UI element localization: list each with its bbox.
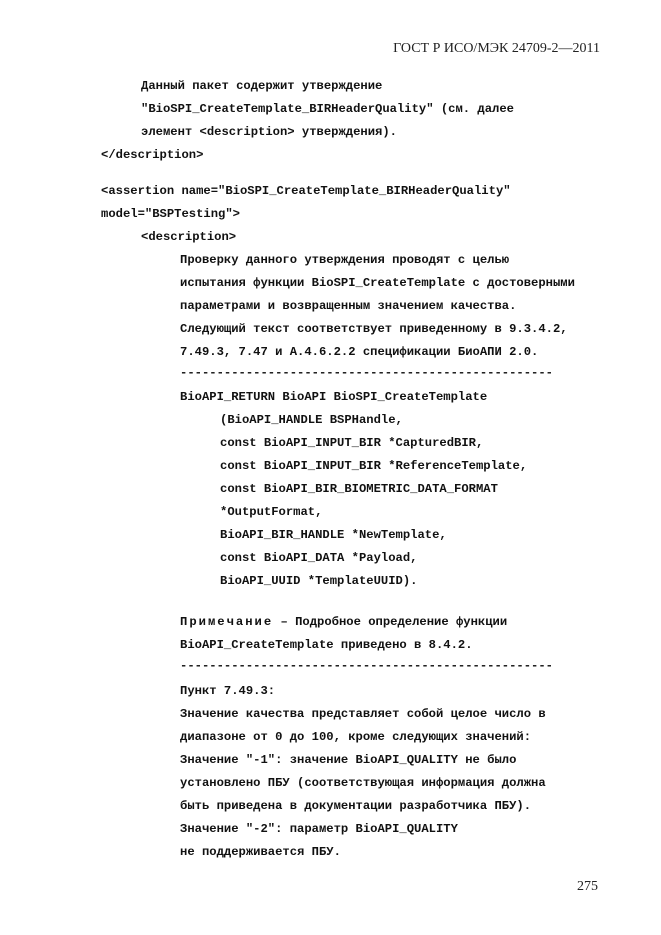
code-line: BioAPI_BIR_HANDLE *NewTemplate, <box>220 528 447 542</box>
text-line: BioAPI_CreateTemplate приведено в 8.4.2. <box>180 638 473 652</box>
text-line: </description> <box>101 148 204 162</box>
text-line: <assertion name="BioSPI_CreateTemplate_BIRHeaderQuality" <box>101 184 511 198</box>
text-line: Значение "-2": параметр BioAPI_QUALITY <box>180 822 458 836</box>
text-line: установлено ПБУ (соответствующая информация должна <box>180 776 546 790</box>
code-line: BioAPI_UUID *TemplateUUID). <box>220 574 418 588</box>
separator-line: --------------------------------------------------- <box>180 659 553 673</box>
text-line: не поддерживается ПБУ. <box>180 845 341 859</box>
code-line: const BioAPI_BIR_BIOMETRIC_DATA_FORMAT <box>220 482 498 496</box>
text-line: Значение "-1": значение BioAPI_QUALITY не было <box>180 753 517 767</box>
text-line: Следующий текст соответствует приведенному в 9.3.4.2, <box>180 322 568 336</box>
separator-line: --------------------------------------------------- <box>180 366 553 380</box>
text-line: "BioSPI_CreateTemplate_BIRHeaderQuality" (см. далее <box>141 102 514 116</box>
code-line: const BioAPI_INPUT_BIR *ReferenceTemplate, <box>220 459 528 473</box>
text-line: диапазоне от 0 до 100, кроме следующих значений: <box>180 730 532 744</box>
note-label: Примечание <box>180 615 274 629</box>
text-line: элемент <description> утверждения). <box>141 125 397 139</box>
text-line: быть приведена в документации разработчика ПБУ). <box>180 799 532 813</box>
text-line: Данный пакет содержит утверждение <box>141 79 383 93</box>
code-line: (BioAPI_HANDLE BSPHandle, <box>220 413 403 427</box>
note-text: – Подробное определение функции <box>273 615 508 629</box>
text-line: <description> <box>141 230 237 244</box>
text-line: испытания функции BioSPI_CreateTemplate с достоверными <box>180 276 575 290</box>
text-line: model="BSPTesting"> <box>101 207 240 221</box>
code-line: const BioAPI_INPUT_BIR *CapturedBIR, <box>220 436 484 450</box>
code-line: *OutputFormat, <box>220 505 323 519</box>
text-line: 7.49.3, 7.47 и А.4.6.2.2 спецификации БиоАПИ 2.0. <box>180 345 539 359</box>
text-line: Значение качества представляет собой целое число в <box>180 707 546 721</box>
code-line: const BioAPI_DATA *Payload, <box>220 551 418 565</box>
page-number: 275 <box>577 879 598 894</box>
note-line <box>180 616 507 628</box>
text-line: параметрами и возвращенным значением качества. <box>180 299 517 313</box>
text-line: Пункт 7.49.3: <box>180 684 276 698</box>
running-header: ГОСТ Р ИСО/МЭК 24709-2—2011 <box>393 41 600 56</box>
code-line: BioAPI_RETURN BioAPI BioSPI_CreateTemplate <box>180 390 488 404</box>
text-line: Проверку данного утверждения проводят с целью <box>180 253 510 267</box>
